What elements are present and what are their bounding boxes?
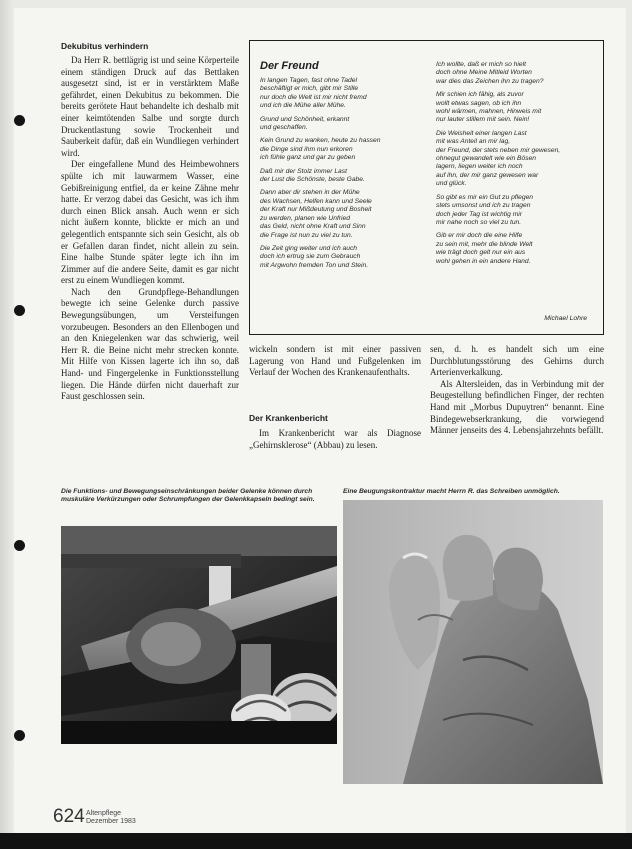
poem-stanza: Daß mir der Stolz immer Last der Lust die Schönste, beste Gabe. (260, 167, 365, 184)
binder-hole (14, 540, 25, 551)
paragraph: Nach den Grundpflege-Behandlungen bewegte ich seine Gelenke durch passive Bewegungsübungen, um Versteifungen vorzubeugen. Besonders an den Ellenbogen und an den Kniegelenken war das schwierig, weil Herr R. die Beine nicht mehr strecken konnte. Mit Hilfe von Kissen lagerte ich ihn so, daß Hand- und Fingergelenke in Funktionsstellung liegen. Die Hände dürfen nicht dauerhaft zur Faust geschlossen sein. (61, 286, 239, 402)
article-column-left (61, 55, 239, 455)
article-column-middle (249, 344, 421, 400)
poem-stanza: Mir schien ich fähig, als zuvor wollt etwas sagen, ob ich ihn wohl wärmen, mahnen, Hinweis mit nur lauter stillem mit sein. Nein! (436, 91, 542, 124)
poem-stanza: Gib er mir doch die eine Hilfe zu sein mit, mehr die blinde Welt wie trägt doch gelt nur ein aus wohl gehen in ein andere Hand. (436, 232, 533, 265)
section-heading-krankenbericht: Der Krankenbericht (249, 413, 328, 423)
poem-column-left (260, 77, 428, 327)
poem-stanza: Dann aber dir stehen in der Mühe des Wachsen, Helfen kann und Seele der Kraft nur Mißdeutung und Bosheit zu werden, planen wie Unfried das Geld, nicht ohne Kraft und Sinn die Frage ist nun zu viel zu tun. (260, 189, 372, 239)
poem-stanza: Grund und Schönheit, erkannt und geschaffen. (260, 115, 350, 132)
scan-edge (0, 833, 632, 849)
article-column-right (430, 344, 604, 458)
paragraph: Als Altersleiden, das in Verbindung mit der Beugestellung befindlichen Finger, der rechten Hand mit „Morbus Dupuytren“ benannt. Eine Bindegewebserkrankung, die vorwiegend Männer jenseits des 4. Lebensjahrzehnts befällt. (430, 378, 604, 436)
binder-hole (14, 115, 25, 126)
poem-stanza: So gibt es mir ein Gut zu pflegen stets umsonst und ich zu tragen doch jeder Tag ist wichtig mir mir nahe noch so viel zu tun. (436, 193, 534, 226)
paragraph: Da Herr R. bettlägrig ist und seine Körperteile einem ständigen Druck auf das Bettlaken ausgesetzt sind, ist er in verstärktem Maße gefährdet, einen Dekubitus zu bekommen. Die bereits gerötete Haut behandelte ich deshalb mit einer keimtötenden Salbe und sorgte durch Druckentlastung sowie Trockenheit und Sauberkeit dafür, daß ein Wundliegen verhindert wird. (61, 55, 239, 158)
poem-stanza: Die Zeit ging weiter und ich auch doch ich ertrug sie zum Gebrauch mit Argwohn fremden Ton und Stein. (260, 244, 369, 269)
poem-title: Der Freund (260, 60, 319, 72)
section-heading-dekubitus: Dekubitus verhindern (61, 41, 149, 51)
hand-icon (343, 500, 603, 784)
poem-column-right (436, 61, 596, 305)
binder-edge (0, 0, 14, 849)
poem-stanza: Kein Grund zu wanken, heute zu hassen die Dinge sind ihm nun erkoren ich fühle ganz und gar zu geben (260, 137, 381, 162)
page-number: 624 (53, 806, 85, 827)
binder-hole (14, 305, 25, 316)
bed-scene-icon (61, 526, 337, 744)
paragraph: Der eingefallene Mund des Heimbewohners spülte ich mit lauwarmem Wasser, eine Gebißreinigung entfiel, da er keine Zähne mehr hatte. Er verzog dabei das Gesicht, was ich ihm durch einen Blick ansah. Auch wenn er sich nicht äußern konnte, blickte er mich an und gelegentlich entspannte sich sein Gesicht, als ob er Gefallen daran findet, nicht allein zu sein. Eine halbe Stunde später legte ich ihn im Zimmer auf die andere Seite, damit es gar nicht erst zu einem Wundliegen kommt. (61, 159, 239, 286)
article-column-middle-2 (249, 428, 421, 458)
binder-hole (14, 730, 25, 741)
poem-box (249, 40, 604, 335)
issue-date: Dezember 1983 (86, 818, 136, 825)
paragraph: sen, d. h. es handelt sich um eine Durchblutungsstörung des Gehirns durch Arterienverkalkung. (430, 344, 604, 378)
poem-stanza: Die Weisheit einer langen Last mit was Anteil an mir lag, der Freund, der stets neben mir gewesen, ohnegut gewandelt wie ein Bösen lagern, liegen weiter ich noch auf ihn, der mir ganz gewesen war und glück. (436, 129, 561, 188)
photo-caption-right: Eine Beugungskontraktur macht Herrn R. das Schreiben unmöglich. (343, 488, 560, 495)
paragraph: Im Krankenbericht war als Diagnose „Gehirnsklerose“ (Abbau) zu lesen. (249, 428, 421, 450)
photo-bed-scene (61, 526, 337, 744)
magazine-name: Altenpflege (86, 810, 122, 817)
poem-author: Michael Lohre (544, 315, 587, 322)
poem-stanza: Ich wollte, daß er mich so hielt doch ohne Meine Mitleid Worten war dies das Zeichen ihn zu tragen? (436, 61, 544, 85)
photo-caption-left: Die Funktions- und Bewegungseinschränkungen beider Gelenke können durch muskuläre Verkürzungen oder Schrumpfungen der Gelenkkapseln bedingt sein. (61, 488, 315, 504)
paragraph: wickeln sondern ist mit einer passiven Lagerung von Hand und Fußgelenken im Verlauf der Wochen des Krankenaufenthalts. (249, 344, 421, 378)
photo-hand-contracture (343, 500, 603, 784)
magazine-footer (86, 810, 136, 826)
poem-stanza: In langen Tagen, fast ohne Tadel beschäftigt er mich, gibt mir Stille nur doch die Welt ist mir nicht fremd und ich die Mühe aller Mühe. (260, 77, 367, 110)
